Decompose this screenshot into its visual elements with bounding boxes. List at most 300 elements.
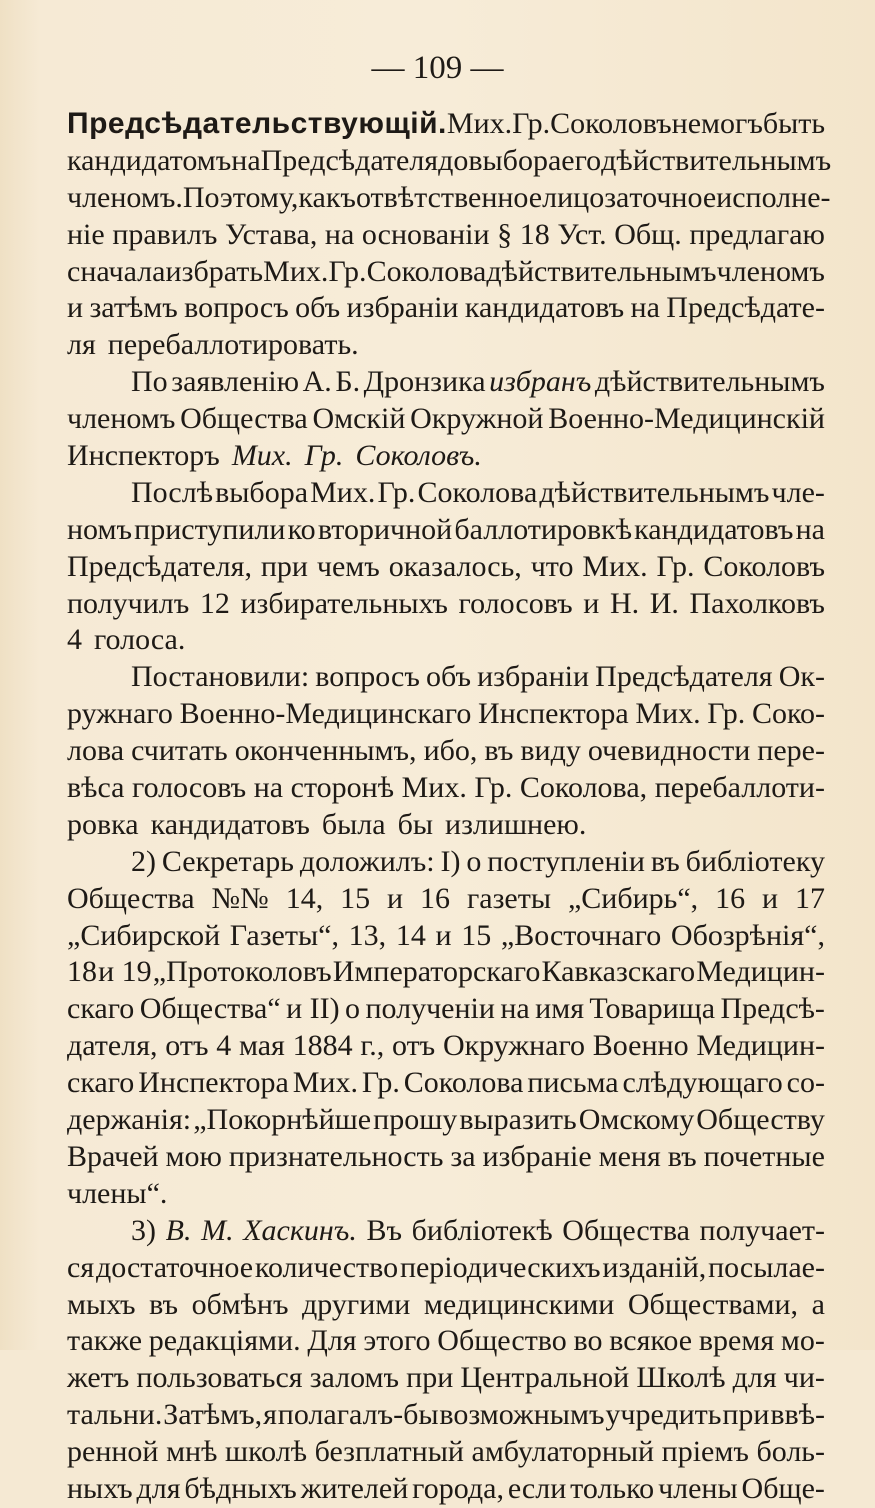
word: меня: [598, 1139, 661, 1173]
word: Мих.: [582, 549, 648, 583]
word: §: [497, 217, 513, 251]
word: періодическихъ: [399, 1250, 601, 1284]
word: дѣйствительнымъ: [539, 475, 770, 509]
word: Общества: [562, 1213, 690, 1247]
text-line: [67, 512, 825, 549]
word: вѣса: [67, 771, 125, 805]
word: другими: [302, 1287, 411, 1321]
word: А.: [302, 365, 332, 399]
word: Соколова: [366, 254, 487, 288]
word: ніе: [67, 217, 105, 251]
word: и II): [286, 992, 340, 1026]
word: оказалось,: [388, 549, 522, 583]
word: ко: [287, 512, 316, 546]
word: №№: [211, 881, 269, 915]
word: виду: [520, 734, 581, 768]
word: и: [583, 586, 600, 620]
word: учредить: [605, 1398, 722, 1432]
word: мнѣ: [166, 1435, 218, 1469]
text-line: [67, 1102, 825, 1139]
word: и: [435, 918, 452, 952]
word: во: [573, 1324, 603, 1358]
word: быть: [762, 107, 826, 140]
word: всякое: [609, 1324, 693, 1358]
word: Императорскаго: [332, 955, 541, 989]
word: бы: [397, 807, 434, 841]
word: предлагаю: [689, 217, 825, 251]
word: скаго: [67, 992, 135, 1026]
word: Дронзика: [363, 365, 486, 399]
word: 13,: [348, 918, 387, 952]
word: безплатный: [314, 1435, 464, 1469]
word: амбулаторный: [471, 1435, 655, 1469]
text-line: [67, 954, 825, 991]
word: вопросъ: [315, 660, 420, 694]
word: голоса.: [94, 623, 186, 657]
word: если: [507, 1471, 567, 1505]
word: 4: [67, 623, 82, 657]
word: Обозрѣнія“,: [670, 918, 825, 952]
word: этого: [363, 1324, 431, 1358]
word: членомъ: [67, 402, 176, 436]
word: Предсѣдателя: [595, 660, 773, 694]
word: какъ: [298, 180, 356, 214]
word: Гр.: [328, 254, 367, 288]
word: выбора: [468, 143, 562, 177]
word: выбора: [215, 475, 309, 509]
word: почетные: [703, 1139, 825, 1173]
word: Гр.: [512, 107, 551, 140]
word: жетъ: [67, 1361, 130, 1395]
word: отвѣтственное: [355, 180, 543, 214]
word: М.: [201, 1213, 234, 1247]
text-line: [67, 180, 831, 217]
word: Мих.: [263, 254, 329, 288]
word: Хаскинъ.: [243, 1213, 357, 1247]
word: членомъ: [716, 254, 825, 288]
word: 15: [461, 918, 492, 952]
word: Предсѣдательствующій.: [67, 107, 447, 140]
word: Предсѣдате-: [666, 291, 825, 325]
word: вторичной: [317, 512, 453, 546]
text-line: [67, 918, 825, 955]
word: дѣйствительнымъ: [594, 365, 825, 399]
text-line: [67, 1250, 825, 1287]
word: 17: [794, 881, 825, 915]
word: за: [604, 180, 630, 214]
word: библіотекѣ: [411, 1213, 553, 1247]
word: обмѣнъ: [191, 1287, 289, 1321]
word: на: [324, 217, 355, 251]
text-line: [67, 290, 825, 327]
word: отъ: [165, 1029, 209, 1063]
word: имя: [535, 992, 584, 1026]
text-line: [67, 696, 825, 733]
word: Поэтому,: [182, 180, 299, 214]
word: при: [406, 1361, 454, 1395]
word: Мих.: [446, 107, 513, 140]
word: время: [698, 1324, 775, 1358]
word: очевидности: [587, 734, 751, 768]
word: Соколова: [403, 1066, 524, 1100]
word: изданій,: [602, 1250, 707, 1284]
word: считать: [131, 734, 228, 768]
word: въ: [667, 1139, 697, 1173]
word: 16: [715, 881, 746, 915]
word: полученіи: [365, 992, 495, 1026]
word: голосовъ: [458, 586, 573, 620]
word: Соколова,: [519, 771, 648, 805]
word: основаніи: [361, 217, 490, 251]
word: избрать: [165, 254, 264, 288]
word: Омскій: [312, 402, 406, 436]
word: получает-: [699, 1213, 825, 1247]
word: точное: [629, 180, 717, 214]
word: перебаллоти-: [654, 771, 825, 805]
word: Товарища: [589, 992, 716, 1026]
word: „Восточнаго: [500, 918, 662, 952]
body-text: [67, 106, 832, 1508]
word: медицинскими: [423, 1287, 615, 1321]
word: держанія:: [67, 1103, 192, 1137]
word: избраніи: [477, 660, 590, 694]
word: избирательныхъ: [240, 586, 448, 620]
word: доложилъ:: [299, 844, 435, 878]
word: Предсѣ-: [720, 992, 825, 1026]
word: его: [561, 143, 602, 177]
word: пріемъ: [661, 1435, 749, 1469]
word: Б.: [335, 365, 361, 399]
word: г.,: [360, 1029, 385, 1063]
text-line: [67, 364, 825, 401]
text-line: [67, 844, 825, 881]
text-line: [67, 106, 825, 143]
word: Военно: [592, 1029, 689, 1063]
word: „Покорнѣйше: [193, 1103, 372, 1137]
text-line: [67, 622, 825, 659]
word: „Сибирской: [67, 918, 221, 952]
word: Инспектора: [138, 1066, 289, 1100]
word: ся: [67, 1250, 95, 1284]
word: лицо: [542, 180, 605, 214]
word: Общества: [180, 402, 308, 436]
word: пере-: [757, 734, 825, 768]
word: въ: [650, 844, 680, 878]
word: чи-: [783, 1361, 825, 1395]
word: затѣмъ: [89, 291, 178, 325]
word: Затѣмъ,: [163, 1398, 263, 1432]
word: за: [450, 1139, 476, 1173]
word: лова: [67, 734, 125, 768]
word: при: [722, 1398, 770, 1432]
text-line: [67, 807, 825, 844]
word: признательность: [228, 1139, 444, 1173]
word: Мих.: [310, 475, 376, 509]
word: кандидатовъ: [464, 291, 625, 325]
word: могъ: [701, 107, 763, 140]
word: Общ.: [614, 217, 682, 251]
word: о: [466, 844, 482, 878]
word: Въ: [366, 1213, 402, 1247]
word: ибо,: [423, 734, 478, 768]
word: школѣ: [224, 1435, 307, 1469]
word: И.: [649, 586, 679, 620]
word: ренной: [67, 1435, 159, 1469]
text-line: [67, 1434, 825, 1471]
word: и: [67, 291, 84, 325]
word: письма: [527, 1066, 619, 1100]
word: кандидатовъ: [634, 512, 794, 546]
word: Военно-Медицинскаго: [179, 697, 472, 731]
word: правилъ: [112, 217, 218, 251]
word: мо-: [780, 1324, 825, 1358]
text-line: [67, 1139, 825, 1176]
word: посылае-: [708, 1250, 825, 1284]
text-line: [67, 770, 825, 807]
word: оконченнымъ,: [234, 734, 417, 768]
word: возможнымъ: [439, 1398, 605, 1432]
text-line: [67, 1213, 825, 1250]
word: избраніи: [346, 291, 459, 325]
word: Уст.: [557, 217, 607, 251]
word: я: [263, 1398, 277, 1432]
text-line: [67, 1397, 825, 1434]
word: Предсѣдателя: [260, 143, 439, 177]
word: По: [131, 365, 168, 399]
word: 15: [340, 881, 371, 915]
word: и: [387, 881, 404, 915]
word: боль-: [756, 1435, 825, 1469]
word: Соколовъ.: [355, 439, 482, 473]
word: Центральной: [460, 1361, 630, 1395]
word: достаточное: [95, 1250, 254, 1284]
word: „Сибирь“,: [567, 881, 699, 915]
word: Устава,: [224, 217, 318, 251]
word: кандидатовъ: [150, 807, 310, 841]
word: въ: [149, 1287, 179, 1321]
text-line: [67, 327, 825, 364]
word: редакціями.: [148, 1324, 301, 1358]
word: газеты: [466, 881, 552, 915]
word: Кавказскаго: [541, 955, 696, 989]
word: Гр.: [474, 771, 513, 805]
word: также: [67, 1324, 143, 1358]
word: прошу: [373, 1103, 458, 1137]
text-line: [67, 254, 825, 291]
word: 14: [395, 918, 426, 952]
word: Гр.: [656, 549, 695, 583]
word: 18: [67, 955, 97, 989]
word: сначала: [67, 254, 166, 288]
word: города,: [412, 1471, 504, 1505]
word: мая: [238, 1029, 285, 1063]
word: выразить: [459, 1103, 577, 1137]
word: со-: [786, 1066, 825, 1100]
word: избранъ: [489, 365, 592, 399]
word: ввѣ-: [770, 1398, 825, 1432]
word: 1884: [292, 1029, 353, 1063]
word: на: [253, 771, 284, 805]
text-line: [67, 217, 825, 254]
text-line: [67, 1176, 825, 1213]
word: Школѣ: [636, 1361, 726, 1395]
text-line: [67, 1065, 825, 1102]
word: Медицин-: [696, 955, 825, 989]
word: отъ: [391, 1029, 436, 1063]
text-line: [67, 475, 825, 512]
word: Общество: [437, 1324, 567, 1358]
word: Постановили:: [131, 660, 310, 694]
word: поступленіи: [487, 844, 645, 878]
word: бѣдныхъ: [184, 1471, 297, 1505]
text-line: [67, 1287, 825, 1324]
word: полагалъ-бы: [277, 1398, 439, 1432]
text-line: [67, 549, 825, 586]
word: о: [345, 992, 361, 1026]
word: 18: [519, 217, 550, 251]
word: и 19: [98, 955, 152, 989]
word: Общества“: [139, 992, 281, 1026]
word: жителей: [300, 1471, 409, 1505]
word: перебаллотировать.: [107, 328, 359, 362]
word: 16: [420, 881, 451, 915]
word: 2): [131, 844, 156, 878]
word: номъ: [67, 512, 132, 546]
word: „Протоколовъ: [152, 955, 332, 989]
word: Окружной: [410, 402, 544, 436]
word: кандидатомъ: [67, 143, 232, 177]
word: Ок-: [778, 660, 825, 694]
word: Гр.: [304, 439, 344, 473]
word: количество: [254, 1250, 399, 1284]
word: до: [438, 143, 469, 177]
word: Гр.: [707, 697, 746, 731]
word: Окружнаго: [442, 1029, 586, 1063]
word: на: [795, 512, 825, 546]
text-line: [67, 659, 825, 696]
word: приступили: [134, 512, 286, 546]
word: Омскому: [578, 1103, 695, 1137]
word: въ: [484, 734, 514, 768]
word: дѣйствительнымъ: [486, 254, 717, 288]
word: Секретарь: [161, 844, 294, 878]
word: Предсѣдателя,: [67, 549, 252, 583]
word: слѣдующаго: [622, 1066, 783, 1100]
word: члены“.: [67, 1176, 168, 1210]
word: объ: [295, 291, 341, 325]
word: Гр.: [361, 1066, 400, 1100]
word: Обществами,: [627, 1287, 799, 1321]
word: Обще-: [741, 1471, 825, 1505]
text-line: [67, 401, 825, 438]
word: Пахолковъ: [689, 586, 825, 620]
word: голосовъ: [132, 771, 247, 805]
word: заявленію: [171, 365, 300, 399]
word: Соколовъ: [550, 107, 672, 140]
word: при: [260, 549, 308, 583]
word: излишнею.: [445, 807, 587, 841]
word: члены: [658, 1471, 738, 1505]
word: вопросъ: [184, 291, 289, 325]
word: была: [321, 807, 386, 841]
word: пользоваться: [136, 1361, 303, 1395]
word: заломъ: [309, 1361, 400, 1395]
word: только: [570, 1471, 655, 1505]
word: членомъ.: [67, 180, 183, 214]
word: ныхъ: [67, 1471, 133, 1505]
word: 4: [216, 1029, 232, 1063]
text-line: [67, 438, 825, 475]
text-line: [67, 991, 825, 1028]
word: избраніе: [482, 1139, 592, 1173]
word: объ: [425, 660, 471, 694]
word: библіотеку: [685, 844, 825, 878]
word: для: [732, 1361, 777, 1395]
word: Общества: [67, 881, 195, 915]
word: чемъ: [316, 549, 380, 583]
word: Обществу: [696, 1103, 825, 1137]
word: Мих.: [231, 439, 293, 473]
word: Медицин-: [696, 1029, 825, 1063]
text-line: [67, 1360, 825, 1397]
word: Мих.: [401, 771, 467, 805]
word: мою: [165, 1139, 222, 1173]
word: получилъ: [67, 586, 190, 620]
word: Послѣ: [131, 475, 213, 509]
text-line: [67, 143, 832, 180]
word: Гр.: [377, 475, 416, 509]
text-line: [67, 881, 825, 918]
text-line: [67, 1028, 825, 1065]
word: 14,: [285, 881, 324, 915]
word: баллотировкѣ: [454, 512, 632, 546]
text-line: [67, 733, 825, 770]
word: тальни.: [67, 1398, 163, 1432]
word: Соколова: [417, 475, 538, 509]
word: Врачей: [67, 1139, 159, 1173]
word: и: [761, 881, 779, 915]
word: на: [630, 291, 660, 325]
word: мыхъ: [67, 1287, 136, 1321]
word: 3): [131, 1213, 156, 1247]
word: на: [231, 143, 261, 177]
word: Мих.: [635, 697, 701, 731]
word: чле-: [771, 475, 825, 509]
word: дѣйствительнымъ: [601, 143, 832, 177]
word: Для: [307, 1324, 357, 1358]
text-line: [67, 1471, 825, 1508]
word: Военно-Медицинскій: [548, 402, 825, 436]
word: Инспекторъ: [67, 439, 220, 473]
word: скаго: [67, 1066, 135, 1100]
word: ля: [67, 328, 96, 362]
text-line: [67, 586, 825, 623]
word: для: [136, 1471, 181, 1505]
page-number: — 109 —: [371, 50, 504, 86]
word: исполне-: [716, 180, 831, 214]
word: Газеты“,: [229, 918, 339, 952]
word: на: [500, 992, 530, 1026]
word: I): [440, 844, 461, 878]
word: Мих.: [292, 1066, 358, 1100]
word: ружнаго: [67, 697, 173, 731]
word: В.: [165, 1213, 192, 1247]
word: Инспектора: [478, 697, 629, 731]
word: не: [671, 107, 702, 140]
word: ровка: [67, 807, 139, 841]
word: Соко-: [751, 697, 825, 731]
word: сторонѣ: [290, 771, 395, 805]
